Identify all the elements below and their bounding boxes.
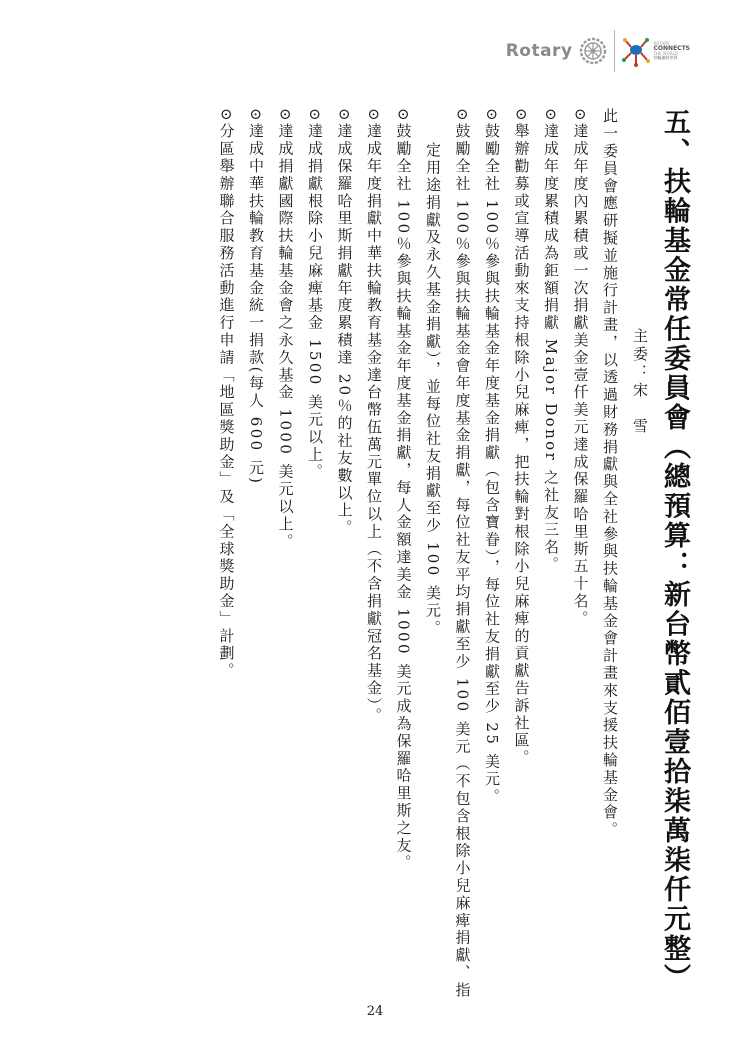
body-line: ⊙鼓勵全社 100％參與扶輪基金年度基金捐獻，每人金額達美金 1000 美元成為保羅哈里斯之友。 bbox=[394, 108, 413, 872]
body-line: ⊙分區舉辦聯合服務活動進行申請「地區獎助金」及「全球獎助金」計劃。 bbox=[217, 108, 236, 680]
body-line: ⊙達成年度累積成為鉅額捐獻 Major Donor 之社友三名。 bbox=[542, 108, 560, 574]
body-line: ⊙舉辦勸募或宣導活動來支持根除小兒麻痺，把扶輪對根除小兒麻痺的貢獻告訴社區。 bbox=[512, 108, 531, 767]
vertical-text-body bbox=[211, 108, 692, 1000]
body-line: ⊙達成捐獻國際扶輪基金會之永久基金 1000 美元以上。 bbox=[276, 108, 295, 551]
page-number: 24 bbox=[366, 1004, 384, 1019]
body-line-continuation: 定用途捐獻及永久基金捐獻），並每位社友捐獻至少 100 美元。 bbox=[424, 142, 442, 638]
body-line: ⊙達成保羅哈里斯捐獻年度累積達 20％的社友數以上。 bbox=[335, 108, 354, 537]
body-line: ⊙達成年度捐獻中華扶輪教育基金達台幣伍萬元單位以上（不含捐獻冠名基金）。 bbox=[365, 108, 383, 725]
body-line: ⊙鼓勵全社 100％參與扶輪基金年度基金捐獻（包含寶眷），每位社友捐獻至少 25 美元。 bbox=[483, 108, 501, 806]
header-logos bbox=[506, 30, 690, 72]
body-line: ⊙達成捐獻根除小兒麻痺基金 1500 美元以上。 bbox=[306, 108, 324, 481]
body-line: ⊙鼓勵全社 100％參與扶輪基金會年度基金捐獻，每位社友平均捐獻至少 100 美元（不包含根除小兒麻痺捐獻、指 bbox=[453, 108, 472, 1000]
connects-line-2: CONNECTS bbox=[653, 44, 690, 52]
logo-divider bbox=[614, 30, 615, 72]
rotary-wheel-icon bbox=[578, 36, 608, 66]
connects-world-icon bbox=[621, 34, 651, 68]
connects-line-1: ROTARY bbox=[653, 40, 670, 46]
connects-line-3: THE WORLD bbox=[653, 51, 678, 57]
body-line: ⊙達成年度內累積或一次捐獻美金壹仟美元達成保羅哈里斯五十名。 bbox=[571, 108, 590, 628]
connects-text bbox=[654, 42, 690, 61]
section-title: 五、扶輪基金常任委員會（總預算：新台幣貳佰壹拾柒萬柒仟元整） bbox=[659, 108, 690, 993]
chairperson: 主委：宋 雪 bbox=[631, 328, 649, 436]
body-line: ⊙達成中華扶輪教育基金統一捐款(每人 600 元) bbox=[247, 108, 265, 486]
connects-line-4: 扶輪連結世界 bbox=[653, 55, 678, 61]
body-line: 此一委員會應研擬並施行計畫，以透過財務捐獻與全社參與扶輪基金會計畫來支援扶輪基金會。 bbox=[601, 108, 619, 839]
rotary-wordmark: Rotary bbox=[505, 41, 573, 61]
rotary-connects-logo bbox=[621, 34, 690, 68]
